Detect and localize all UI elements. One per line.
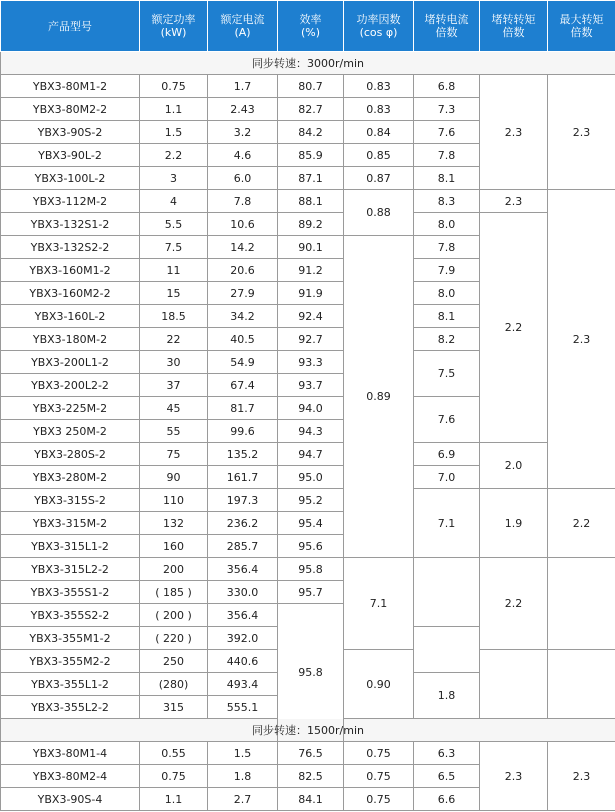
cell-power: 15 <box>140 282 208 305</box>
cell-locked-current: 6.9 <box>414 443 480 466</box>
cell-current: 1.8 <box>208 765 278 788</box>
cell-current: 392.0 <box>208 627 278 650</box>
cell-model: YBX3-90S-4 <box>1 788 140 811</box>
cell-power: ( 200 ) <box>140 604 208 627</box>
cell-power: 200 <box>140 558 208 581</box>
cell-power: 4 <box>140 190 208 213</box>
cell-power: 315 <box>140 696 208 719</box>
table-row <box>1 75 615 98</box>
cell-model: YBX3-80M1-2 <box>1 75 140 98</box>
cell-current: 356.4 <box>208 604 278 627</box>
cell-pf: 0.75 <box>344 742 414 765</box>
header-locked-current: 堵转电流 倍数 <box>414 1 480 52</box>
cell-current: 7.8 <box>208 190 278 213</box>
cell-locked-current: 8.2 <box>414 328 480 351</box>
cell-power: 2.2 <box>140 144 208 167</box>
cell-locked-torque: 2.0 <box>480 443 548 489</box>
cell-model: YBX3-200L1-2 <box>1 351 140 374</box>
cell-pf: 0.88 <box>344 190 414 236</box>
cell-efficiency: 82.5 <box>278 765 344 788</box>
cell-efficiency: 92.4 <box>278 305 344 328</box>
cell-model: YBX3-90L-2 <box>1 144 140 167</box>
cell-model: YBX3-355L2-2 <box>1 696 140 719</box>
cell-locked-current: 7.3 <box>414 98 480 121</box>
cell-model: YBX3-280M-2 <box>1 466 140 489</box>
cell-current: 99.6 <box>208 420 278 443</box>
cell-current: 54.9 <box>208 351 278 374</box>
header-row <box>1 1 615 52</box>
cell-current: 493.4 <box>208 673 278 696</box>
cell-current: 285.7 <box>208 535 278 558</box>
cell-pf: 0.90 <box>344 650 414 719</box>
cell-efficiency: 95.2 <box>278 489 344 512</box>
table-row <box>1 443 615 466</box>
table-row <box>1 213 615 236</box>
cell-current: 330.0 <box>208 581 278 604</box>
cell-max-torque: 2.2 <box>480 558 548 650</box>
cell-efficiency: 88.1 <box>278 190 344 213</box>
cell-current: 2.43 <box>208 98 278 121</box>
section-row <box>1 719 615 742</box>
cell-locked-torque <box>414 627 480 673</box>
cell-pf: 0.85 <box>344 144 414 167</box>
header-model: 产品型号 <box>1 1 140 52</box>
header-rated-power: 额定功率 (kW) <box>140 1 208 52</box>
cell-pf: 0.83 <box>344 75 414 98</box>
cell-current: 20.6 <box>208 259 278 282</box>
cell-efficiency: 95.6 <box>278 535 344 558</box>
cell-power: 0.55 <box>140 742 208 765</box>
cell-efficiency: 94.7 <box>278 443 344 466</box>
cell-pf: 0.87 <box>344 167 414 190</box>
cell-locked-current: 6.8 <box>414 75 480 98</box>
cell-current: 40.5 <box>208 328 278 351</box>
cell-power: (280) <box>140 673 208 696</box>
cell-model: YBX3-160M1-2 <box>1 259 140 282</box>
cell-model: YBX3-132S1-2 <box>1 213 140 236</box>
cell-current: 2.7 <box>208 788 278 811</box>
cell-locked-current: 7.1 <box>414 489 480 558</box>
cell-efficiency: 94.3 <box>278 420 344 443</box>
cell-efficiency: 94.0 <box>278 397 344 420</box>
cell-locked-current <box>480 650 548 719</box>
cell-power: ( 185 ) <box>140 581 208 604</box>
cell-efficiency: 76.5 <box>278 742 344 765</box>
cell-power: 1.1 <box>140 788 208 811</box>
cell-locked-torque: 1.9 <box>480 489 548 558</box>
cell-efficiency: 90.1 <box>278 236 344 259</box>
cell-locked-current: 8.1 <box>414 167 480 190</box>
cell-power: 110 <box>140 489 208 512</box>
cell-efficiency: 95.0 <box>278 466 344 489</box>
cell-current: 4.6 <box>208 144 278 167</box>
table-row <box>1 190 615 213</box>
cell-power: 132 <box>140 512 208 535</box>
cell-efficiency: 84.1 <box>278 788 344 811</box>
cell-current: 135.2 <box>208 443 278 466</box>
cell-locked-current: 7.1 <box>344 558 414 650</box>
cell-efficiency: 92.7 <box>278 328 344 351</box>
cell-max-torque: 2.2 <box>548 489 615 558</box>
cell-power: 7.5 <box>140 236 208 259</box>
cell-efficiency: 85.9 <box>278 144 344 167</box>
cell-current: 161.7 <box>208 466 278 489</box>
cell-model: YBX3-355M1-2 <box>1 627 140 650</box>
cell-power: ( 220 ) <box>140 627 208 650</box>
cell-locked-current: 7.0 <box>414 466 480 489</box>
header-power-factor: 功率因数 (cos φ) <box>344 1 414 52</box>
cell-locked-torque: 2.3 <box>480 742 548 811</box>
cell-locked-current: 7.8 <box>414 236 480 259</box>
cell-pf: 0.83 <box>344 98 414 121</box>
cell-power: 45 <box>140 397 208 420</box>
cell-efficiency: 80.7 <box>278 75 344 98</box>
cell-max-torque: 2.3 <box>548 190 615 489</box>
cell-model: YBX3-100L-2 <box>1 167 140 190</box>
cell-power: 0.75 <box>140 765 208 788</box>
cell-model: YBX3-280S-2 <box>1 443 140 466</box>
cell-current: 1.5 <box>208 742 278 765</box>
section-row <box>1 52 615 75</box>
cell-efficiency: 95.8 <box>278 558 344 581</box>
cell-power: 5.5 <box>140 213 208 236</box>
cell-efficiency: 95.7 <box>278 581 344 604</box>
cell-model: YBX3-315M-2 <box>1 512 140 535</box>
cell-power: 75 <box>140 443 208 466</box>
header-max-torque: 最大转矩 倍数 <box>548 1 615 52</box>
cell-power: 250 <box>140 650 208 673</box>
cell-current: 10.6 <box>208 213 278 236</box>
cell-efficiency: 95.8 <box>278 604 344 742</box>
cell-efficiency: 87.1 <box>278 167 344 190</box>
cell-max-torque: 2.3 <box>548 742 615 811</box>
cell-model: YBX3-355S1-2 <box>1 581 140 604</box>
cell-model: YBX3-225M-2 <box>1 397 140 420</box>
cell-current: 440.6 <box>208 650 278 673</box>
cell-efficiency: 82.7 <box>278 98 344 121</box>
cell-current: 34.2 <box>208 305 278 328</box>
cell-locked-current: 6.3 <box>414 742 480 765</box>
cell-locked-current: 8.0 <box>414 213 480 236</box>
cell-current: 1.7 <box>208 75 278 98</box>
cell-model: YBX3-80M2-4 <box>1 765 140 788</box>
cell-power: 30 <box>140 351 208 374</box>
cell-model: YBX3-355L1-2 <box>1 673 140 696</box>
cell-pf: 0.75 <box>344 765 414 788</box>
header-rated-current: 额定电流 (A) <box>208 1 278 52</box>
cell-locked-current: 7.5 <box>414 351 480 397</box>
cell-locked-current: 6.6 <box>414 788 480 811</box>
cell-efficiency: 93.7 <box>278 374 344 397</box>
cell-current: 67.4 <box>208 374 278 397</box>
cell-locked-current: 7.9 <box>414 259 480 282</box>
cell-efficiency: 91.9 <box>278 282 344 305</box>
header-efficiency: 效率 (%) <box>278 1 344 52</box>
cell-current: 14.2 <box>208 236 278 259</box>
cell-model: YBX3-355M2-2 <box>1 650 140 673</box>
cell-pf: 0.89 <box>344 236 414 558</box>
cell-locked-current: 8.0 <box>414 282 480 305</box>
cell-model: YBX3-80M1-4 <box>1 742 140 765</box>
cell-locked-torque: 2.3 <box>480 75 548 190</box>
cell-current: 81.7 <box>208 397 278 420</box>
cell-power: 160 <box>140 535 208 558</box>
cell-model: YBX3-315L1-2 <box>1 535 140 558</box>
cell-model: YBX3 250M-2 <box>1 420 140 443</box>
cell-efficiency: 93.3 <box>278 351 344 374</box>
cell-power: 3 <box>140 167 208 190</box>
cell-locked-current: 7.8 <box>414 144 480 167</box>
cell-power: 22 <box>140 328 208 351</box>
cell-current: 6.0 <box>208 167 278 190</box>
cell-locked-torque: 2.2 <box>480 213 548 443</box>
cell-model: YBX3-315S-2 <box>1 489 140 512</box>
cell-locked-current: 7.6 <box>414 397 480 443</box>
cell-power: 55 <box>140 420 208 443</box>
cell-pf: 0.84 <box>344 121 414 144</box>
cell-efficiency: 84.2 <box>278 121 344 144</box>
cell-locked-current: 6.5 <box>414 765 480 788</box>
cell-efficiency: 95.4 <box>278 512 344 535</box>
cell-power: 18.5 <box>140 305 208 328</box>
cell-current: 3.2 <box>208 121 278 144</box>
cell-power: 11 <box>140 259 208 282</box>
section-3000: 同步转速：3000r/min <box>1 52 615 75</box>
cell-model: YBX3-355S2-2 <box>1 604 140 627</box>
table-row <box>1 489 615 512</box>
cell-locked-torque <box>414 558 480 627</box>
cell-power: 37 <box>140 374 208 397</box>
cell-locked-torque: 1.8 <box>414 673 480 719</box>
cell-power: 1.1 <box>140 98 208 121</box>
cell-max-torque: 2.3 <box>548 75 615 190</box>
cell-locked-current: 8.3 <box>414 190 480 213</box>
cell-pf: 0.75 <box>344 788 414 811</box>
cell-max-torque <box>548 650 615 719</box>
cell-locked-current: 7.6 <box>414 121 480 144</box>
cell-model: YBX3-160M2-2 <box>1 282 140 305</box>
cell-locked-torque: 2.3 <box>480 190 548 213</box>
cell-current: 236.2 <box>208 512 278 535</box>
cell-model: YBX3-80M2-2 <box>1 98 140 121</box>
cell-model: YBX3-200L2-2 <box>1 374 140 397</box>
table-row <box>1 742 615 765</box>
cell-model: YBX3-315L2-2 <box>1 558 140 581</box>
cell-model: YBX3-112M-2 <box>1 190 140 213</box>
cell-locked-current: 8.1 <box>414 305 480 328</box>
table-row <box>1 558 615 581</box>
cell-model: YBX3-180M-2 <box>1 328 140 351</box>
cell-current: 555.1 <box>208 696 278 719</box>
cell-model: YBX3-90S-2 <box>1 121 140 144</box>
cell-model: YBX3-132S2-2 <box>1 236 140 259</box>
cell-efficiency: 91.2 <box>278 259 344 282</box>
section-1500: 同步转速：1500r/min <box>1 719 615 742</box>
cell-power: 0.75 <box>140 75 208 98</box>
cell-power: 90 <box>140 466 208 489</box>
cell-model: YBX3-160L-2 <box>1 305 140 328</box>
cell-efficiency: 89.2 <box>278 213 344 236</box>
cell-current: 197.3 <box>208 489 278 512</box>
cell-power: 1.5 <box>140 121 208 144</box>
cell-current: 356.4 <box>208 558 278 581</box>
cell-current: 27.9 <box>208 282 278 305</box>
header-locked-torque: 堵转转矩 倍数 <box>480 1 548 52</box>
